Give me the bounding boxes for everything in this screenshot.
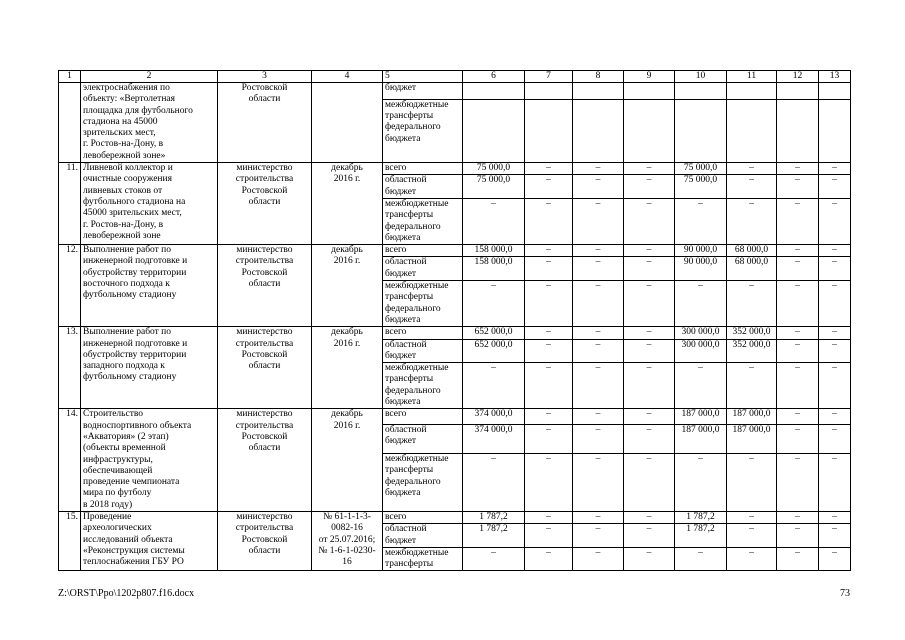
amount-cell: – bbox=[525, 175, 573, 199]
amount-cell: – bbox=[525, 409, 573, 424]
funding-source: всего bbox=[383, 163, 463, 175]
deadline: декабрь 2016 г. bbox=[312, 163, 383, 245]
amount-cell: – bbox=[819, 163, 851, 175]
program-table bbox=[58, 70, 851, 571]
funding-source: всего bbox=[383, 327, 463, 339]
amount-cell: – bbox=[573, 175, 624, 199]
amount-cell: 187 000,0 bbox=[675, 409, 727, 424]
amount-cell: – bbox=[727, 175, 777, 199]
amount-cell: – bbox=[525, 547, 573, 571]
amount-cell: 1 787,2 bbox=[463, 524, 525, 548]
amount-cell: – bbox=[525, 163, 573, 175]
amount-cell: – bbox=[624, 175, 675, 199]
funding-source: межбюджетные трансферты федерального бюджета bbox=[383, 99, 463, 162]
amount-cell: – bbox=[727, 524, 777, 548]
amount-cell bbox=[525, 99, 573, 162]
amount-cell bbox=[525, 83, 573, 100]
funding-source: областной бюджет bbox=[383, 524, 463, 548]
amount-cell: – bbox=[624, 454, 675, 512]
footer-page-number: 73 bbox=[840, 588, 850, 599]
amount-cell: – bbox=[727, 198, 777, 244]
amount-cell: – bbox=[525, 327, 573, 339]
amount-cell: 90 000,0 bbox=[675, 257, 727, 281]
amount-cell: – bbox=[624, 281, 675, 327]
amount-cell: – bbox=[573, 245, 624, 257]
header-cell: 12 bbox=[777, 71, 819, 83]
amount-cell: – bbox=[777, 424, 819, 454]
amount-cell: – bbox=[777, 245, 819, 257]
amount-cell bbox=[675, 99, 727, 162]
header-cell: 10 bbox=[675, 71, 727, 83]
amount-cell: – bbox=[525, 198, 573, 244]
amount-cell bbox=[819, 83, 851, 100]
amount-cell: – bbox=[727, 163, 777, 175]
amount-cell: 158 000,0 bbox=[463, 245, 525, 257]
amount-cell: – bbox=[463, 454, 525, 512]
header-cell: 5 bbox=[383, 71, 463, 83]
amount-cell: – bbox=[573, 339, 624, 363]
event-name: Строительство водноспортивного объекта «Акватория» (2 этап) (объекты временной инфраструктуры, обеспечивающей проведение чемпионата мира по футболу в 2018 году) bbox=[81, 409, 218, 512]
amount-cell: – bbox=[777, 511, 819, 523]
amount-cell: 68 000,0 bbox=[727, 245, 777, 257]
funding-source: межбюджетные трансферты федерального бюджета bbox=[383, 281, 463, 327]
amount-cell: – bbox=[463, 198, 525, 244]
funding-source: всего bbox=[383, 245, 463, 257]
amount-cell: – bbox=[624, 339, 675, 363]
amount-cell: 187 000,0 bbox=[727, 424, 777, 454]
table-body bbox=[59, 83, 851, 571]
amount-cell: – bbox=[573, 257, 624, 281]
header-row bbox=[59, 71, 851, 83]
document-page bbox=[58, 70, 850, 571]
event-name: электроснабжения по объекту: «Вертолетная площадка для футбольного стадиона на 45000 зрительских мест, г. Ростов-на-Дону, в левобережной зоне» bbox=[81, 83, 218, 163]
amount-cell: – bbox=[777, 547, 819, 571]
deadline: № 61-1-1-3- 0082-16 от 25.07.2016; № 1-6-1-0230- 16 bbox=[312, 511, 383, 570]
table-row bbox=[59, 511, 851, 523]
amount-cell: – bbox=[624, 257, 675, 281]
header-cell: 6 bbox=[463, 71, 525, 83]
amount-cell: – bbox=[675, 281, 727, 327]
amount-cell: 652 000,0 bbox=[463, 339, 525, 363]
table-row bbox=[59, 245, 851, 257]
funding-source: областной бюджет bbox=[383, 175, 463, 199]
header-cell: 4 bbox=[312, 71, 383, 83]
amount-cell: 374 000,0 bbox=[463, 409, 525, 424]
amount-cell: – bbox=[573, 424, 624, 454]
amount-cell: – bbox=[777, 363, 819, 409]
amount-cell: – bbox=[819, 245, 851, 257]
deadline bbox=[312, 83, 383, 163]
amount-cell: – bbox=[819, 511, 851, 523]
amount-cell: – bbox=[525, 339, 573, 363]
amount-cell: – bbox=[777, 281, 819, 327]
amount-cell: – bbox=[573, 409, 624, 424]
row-number bbox=[59, 83, 81, 163]
amount-cell: – bbox=[819, 454, 851, 512]
amount-cell: 187 000,0 bbox=[675, 424, 727, 454]
amount-cell: 75 000,0 bbox=[463, 163, 525, 175]
event-name: Проведение археологических исследований объекта «Реконструкция системы теплоснабжения ГБУ РО bbox=[81, 511, 218, 570]
amount-cell: – bbox=[525, 424, 573, 454]
amount-cell: – bbox=[573, 281, 624, 327]
amount-cell: 300 000,0 bbox=[675, 327, 727, 339]
amount-cell: 652 000,0 bbox=[463, 327, 525, 339]
amount-cell: 187 000,0 bbox=[727, 409, 777, 424]
amount-cell: – bbox=[573, 327, 624, 339]
funding-source: всего bbox=[383, 511, 463, 523]
table-row bbox=[59, 409, 851, 424]
executor: министерство строительства Ростовской области bbox=[218, 409, 312, 512]
amount-cell: – bbox=[777, 198, 819, 244]
executor: министерство строительства Ростовской области bbox=[218, 245, 312, 327]
amount-cell: – bbox=[675, 454, 727, 512]
amount-cell: – bbox=[573, 198, 624, 244]
header-cell: 3 bbox=[218, 71, 312, 83]
header-cell: 7 bbox=[525, 71, 573, 83]
amount-cell bbox=[819, 99, 851, 162]
amount-cell: – bbox=[624, 327, 675, 339]
amount-cell: – bbox=[525, 363, 573, 409]
amount-cell bbox=[675, 83, 727, 100]
amount-cell: – bbox=[819, 424, 851, 454]
amount-cell: – bbox=[573, 511, 624, 523]
amount-cell: – bbox=[624, 409, 675, 424]
amount-cell bbox=[624, 83, 675, 100]
row-number: 15. bbox=[59, 511, 81, 570]
event-name: Ливневой коллектор и очистные сооружения ливневых стоков от футбольного стадиона на 45000 зрительских мест, г. Ростов-на-Дону, в левобережной зоне bbox=[81, 163, 218, 245]
header-cell: 1 bbox=[59, 71, 81, 83]
amount-cell: – bbox=[675, 198, 727, 244]
amount-cell: 1 787,2 bbox=[675, 511, 727, 523]
amount-cell: 374 000,0 bbox=[463, 424, 525, 454]
event-name: Выполнение работ по инженерной подготовке и обустройству территории западного подхода к футбольному стадиону bbox=[81, 327, 218, 409]
amount-cell: – bbox=[727, 281, 777, 327]
amount-cell: – bbox=[624, 524, 675, 548]
row-number: 13. bbox=[59, 327, 81, 409]
funding-source: межбюджетные трансферты bbox=[383, 547, 463, 571]
amount-cell: – bbox=[777, 524, 819, 548]
amount-cell: – bbox=[819, 327, 851, 339]
amount-cell: – bbox=[727, 511, 777, 523]
deadline: декабрь 2016 г. bbox=[312, 327, 383, 409]
row-number: 11. bbox=[59, 163, 81, 245]
amount-cell: – bbox=[624, 363, 675, 409]
amount-cell: – bbox=[573, 454, 624, 512]
amount-cell: 352 000,0 bbox=[727, 339, 777, 363]
deadline: декабрь 2016 г. bbox=[312, 245, 383, 327]
amount-cell bbox=[777, 99, 819, 162]
funding-source: межбюджетные трансферты федерального бюджета bbox=[383, 198, 463, 244]
executor: министерство строительства Ростовской области bbox=[218, 511, 312, 570]
amount-cell bbox=[463, 99, 525, 162]
amount-cell: – bbox=[819, 524, 851, 548]
amount-cell: – bbox=[819, 339, 851, 363]
amount-cell: 75 000,0 bbox=[675, 163, 727, 175]
funding-source: областной бюджет bbox=[383, 339, 463, 363]
row-number: 12. bbox=[59, 245, 81, 327]
amount-cell bbox=[573, 83, 624, 100]
amount-cell: – bbox=[777, 257, 819, 281]
amount-cell: – bbox=[819, 175, 851, 199]
header-cell: 11 bbox=[727, 71, 777, 83]
funding-source: областной бюджет bbox=[383, 424, 463, 454]
deadline: декабрь 2016 г. bbox=[312, 409, 383, 512]
amount-cell: – bbox=[573, 524, 624, 548]
amount-cell: 1 787,2 bbox=[675, 524, 727, 548]
amount-cell: – bbox=[819, 281, 851, 327]
amount-cell: – bbox=[777, 175, 819, 199]
amount-cell: – bbox=[573, 363, 624, 409]
amount-cell: – bbox=[525, 281, 573, 327]
amount-cell: – bbox=[624, 198, 675, 244]
amount-cell: 352 000,0 bbox=[727, 327, 777, 339]
amount-cell: – bbox=[727, 363, 777, 409]
table-row bbox=[59, 163, 851, 175]
amount-cell: – bbox=[463, 547, 525, 571]
table-row bbox=[59, 327, 851, 339]
amount-cell: 300 000,0 bbox=[675, 339, 727, 363]
header-cell: 13 bbox=[819, 71, 851, 83]
table-row bbox=[59, 83, 851, 100]
header-cell: 9 bbox=[624, 71, 675, 83]
amount-cell: – bbox=[525, 524, 573, 548]
amount-cell: – bbox=[624, 424, 675, 454]
amount-cell: – bbox=[675, 547, 727, 571]
footer-file-path: Z:\ORST\Ppo\1202p807.f16.docx bbox=[58, 588, 195, 599]
row-number: 14. bbox=[59, 409, 81, 512]
amount-cell: – bbox=[463, 363, 525, 409]
amount-cell: – bbox=[525, 511, 573, 523]
amount-cell: – bbox=[777, 327, 819, 339]
amount-cell: – bbox=[573, 163, 624, 175]
amount-cell bbox=[727, 99, 777, 162]
amount-cell: 158 000,0 bbox=[463, 257, 525, 281]
amount-cell: – bbox=[819, 409, 851, 424]
amount-cell: – bbox=[777, 454, 819, 512]
amount-cell: – bbox=[819, 257, 851, 281]
amount-cell: – bbox=[777, 163, 819, 175]
amount-cell: – bbox=[525, 245, 573, 257]
funding-source: межбюджетные трансферты федерального бюджета bbox=[383, 363, 463, 409]
amount-cell bbox=[624, 99, 675, 162]
amount-cell bbox=[573, 99, 624, 162]
executor: Ростовской области bbox=[218, 83, 312, 163]
amount-cell bbox=[777, 83, 819, 100]
funding-source: областной бюджет bbox=[383, 257, 463, 281]
executor: министерство строительства Ростовской области bbox=[218, 327, 312, 409]
amount-cell: 90 000,0 bbox=[675, 245, 727, 257]
amount-cell: 68 000,0 bbox=[727, 257, 777, 281]
amount-cell: – bbox=[777, 409, 819, 424]
amount-cell: – bbox=[727, 547, 777, 571]
amount-cell: – bbox=[525, 454, 573, 512]
amount-cell: – bbox=[727, 454, 777, 512]
amount-cell bbox=[463, 83, 525, 100]
executor: министерство строительства Ростовской области bbox=[218, 163, 312, 245]
amount-cell: 75 000,0 bbox=[675, 175, 727, 199]
amount-cell: – bbox=[819, 198, 851, 244]
amount-cell: – bbox=[819, 363, 851, 409]
header-cell: 2 bbox=[81, 71, 218, 83]
funding-source: всего bbox=[383, 409, 463, 424]
amount-cell bbox=[727, 83, 777, 100]
amount-cell: – bbox=[819, 547, 851, 571]
funding-source: бюджет bbox=[383, 83, 463, 100]
event-name: Выполнение работ по инженерной подготовке и обустройству территории восточного подхода к футбольному стадиону bbox=[81, 245, 218, 327]
amount-cell: – bbox=[624, 163, 675, 175]
header-cell: 8 bbox=[573, 71, 624, 83]
amount-cell: – bbox=[624, 511, 675, 523]
amount-cell: – bbox=[624, 547, 675, 571]
amount-cell: – bbox=[624, 245, 675, 257]
amount-cell: – bbox=[777, 339, 819, 363]
amount-cell: 1 787,2 bbox=[463, 511, 525, 523]
amount-cell: – bbox=[525, 257, 573, 281]
amount-cell: – bbox=[463, 281, 525, 327]
amount-cell: 75 000,0 bbox=[463, 175, 525, 199]
amount-cell: – bbox=[573, 547, 624, 571]
funding-source: межбюджетные трансферты федерального бюджета bbox=[383, 454, 463, 512]
amount-cell: – bbox=[675, 363, 727, 409]
